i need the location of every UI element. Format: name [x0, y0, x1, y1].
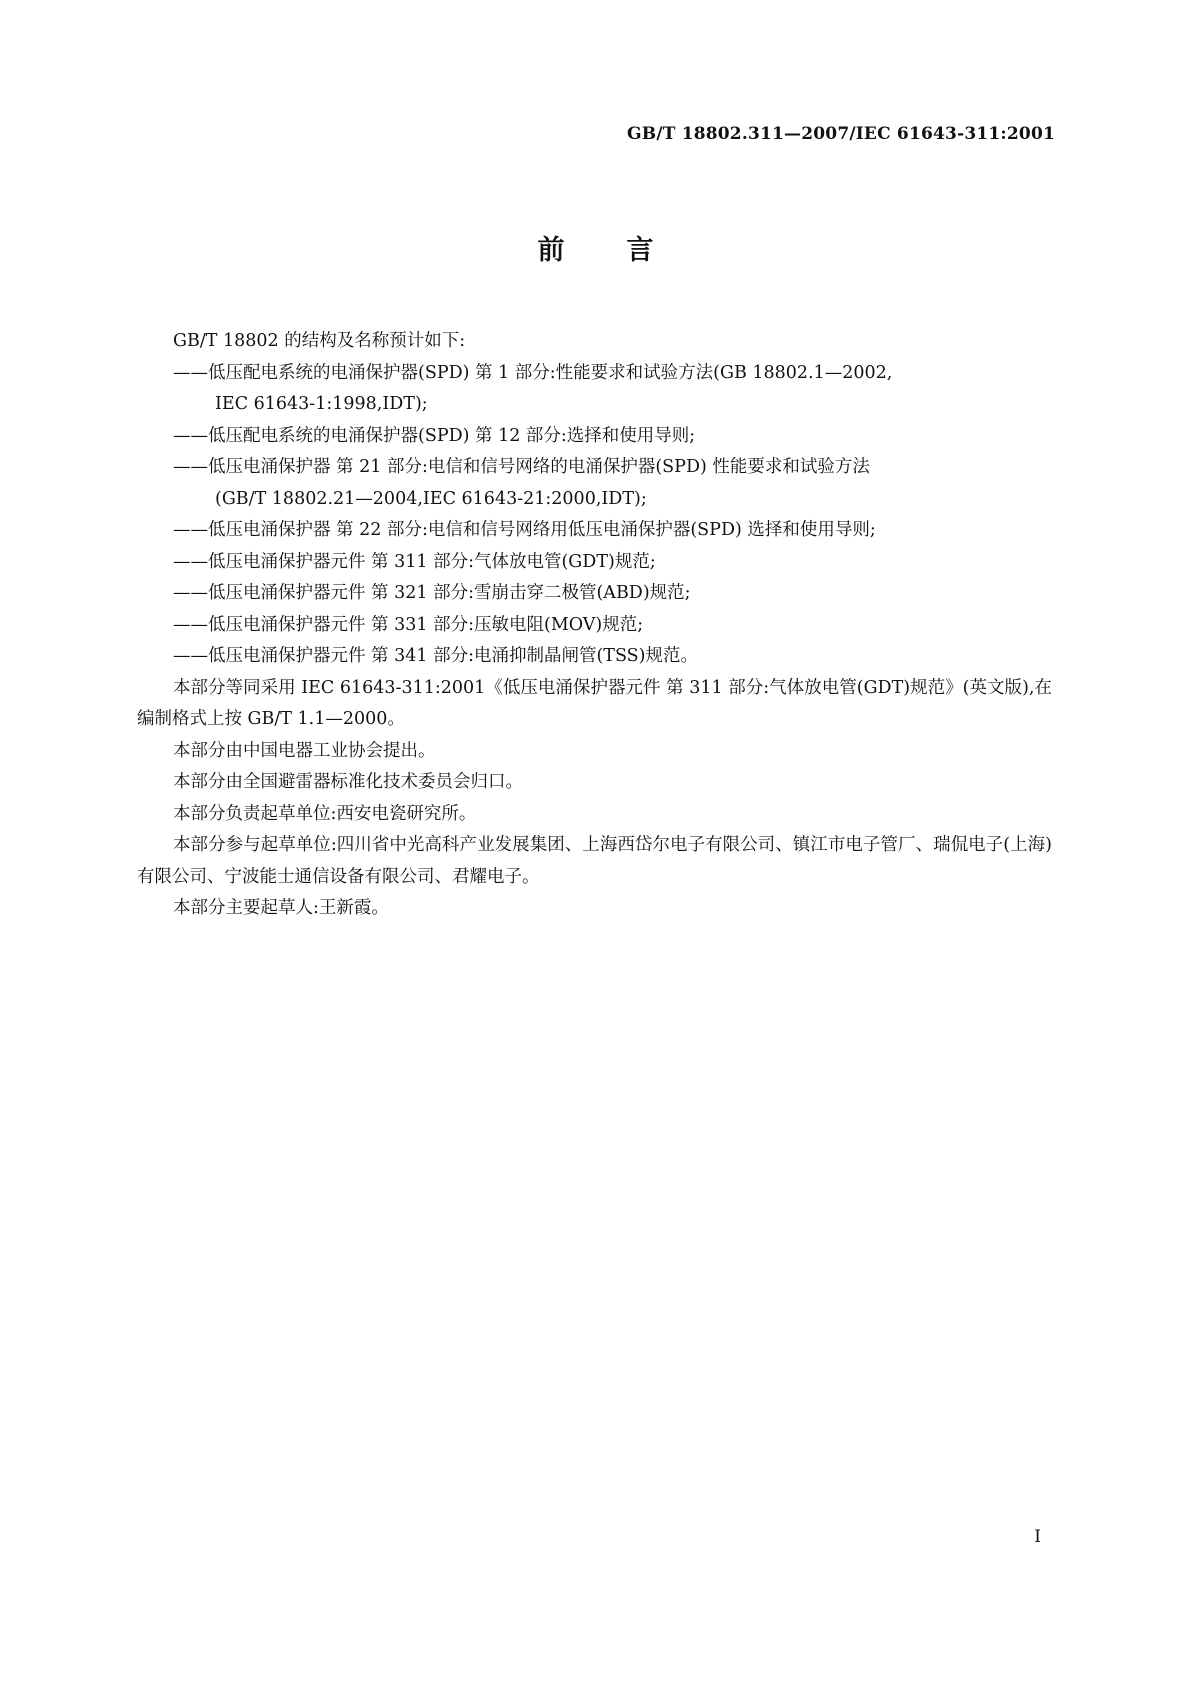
title-char-1: 前 [537, 235, 565, 266]
paragraph-proposer: 本部分由中国电器工业协会提出。 [173, 740, 436, 761]
list-item: ——低压电涌保护器元件 第 321 部分:雪崩击穿二极管(ABD)规范; [173, 583, 691, 603]
list-item: ——低压电涌保护器 第 22 部分:电信和信号网络用低压电涌保护器(SPD) 选择和使用导则; [173, 520, 876, 540]
standard-code-header: GB/T 18802.311—2007/IEC 61643-311:2001 [627, 124, 1055, 144]
page-title [0, 228, 1191, 267]
list-item: ——低压电涌保护器元件 第 341 部分:电涌抑制晶闸管(TSS)规范。 [173, 646, 698, 666]
paragraph-participants: 本部分参与起草单位:四川省中光高科产业发展集团、上海西岱尔电子有限公司、镇江市电子管厂、瑞侃电子(上海)有限公司、宁波能士通信设备有限公司、君耀电子。 [137, 835, 1052, 887]
list-item: ——低压配电系统的电涌保护器(SPD) 第 1 部分:性能要求和试验方法(GB 18802.1—2002, [173, 362, 893, 383]
title-char-2: 言 [626, 235, 654, 266]
list-item: ——低压电涌保护器 第 21 部分:电信和信号网络的电涌保护器(SPD) 性能要求和试验方法 [173, 457, 870, 477]
list-item: ——低压电涌保护器元件 第 331 部分:压敏电阻(MOV)规范; [173, 614, 644, 635]
intro-line: GB/T 18802 的结构及名称预计如下: [173, 331, 466, 351]
paragraph-main-drafter: 本部分主要起草人:王新霞。 [173, 898, 389, 918]
list-item: ——低压电涌保护器元件 第 311 部分:气体放电管(GDT)规范; [173, 551, 656, 572]
foreword-body [137, 326, 1052, 925]
list-item: ——低压配电系统的电涌保护器(SPD) 第 12 部分:选择和使用导则; [173, 425, 696, 446]
paragraph-adoption: 本部分等同采用 IEC 61643-311:2001《低压电涌保护器元件 第 311 部分:气体放电管(GDT)规范》(英文版),在编制格式上按 GB/T 1.1—2000。 [137, 677, 1052, 729]
paragraph-committee: 本部分由全国避雷器标准化技术委员会归口。 [173, 772, 523, 792]
page-number: I [1034, 1527, 1041, 1547]
list-item-continuation: (GB/T 18802.21—2004,IEC 61643-21:2000,IDT); [215, 488, 647, 509]
paragraph-lead-drafter: 本部分负责起草单位:西安电瓷研究所。 [173, 803, 477, 824]
list-item-continuation: IEC 61643-1:1998,IDT); [215, 394, 428, 414]
